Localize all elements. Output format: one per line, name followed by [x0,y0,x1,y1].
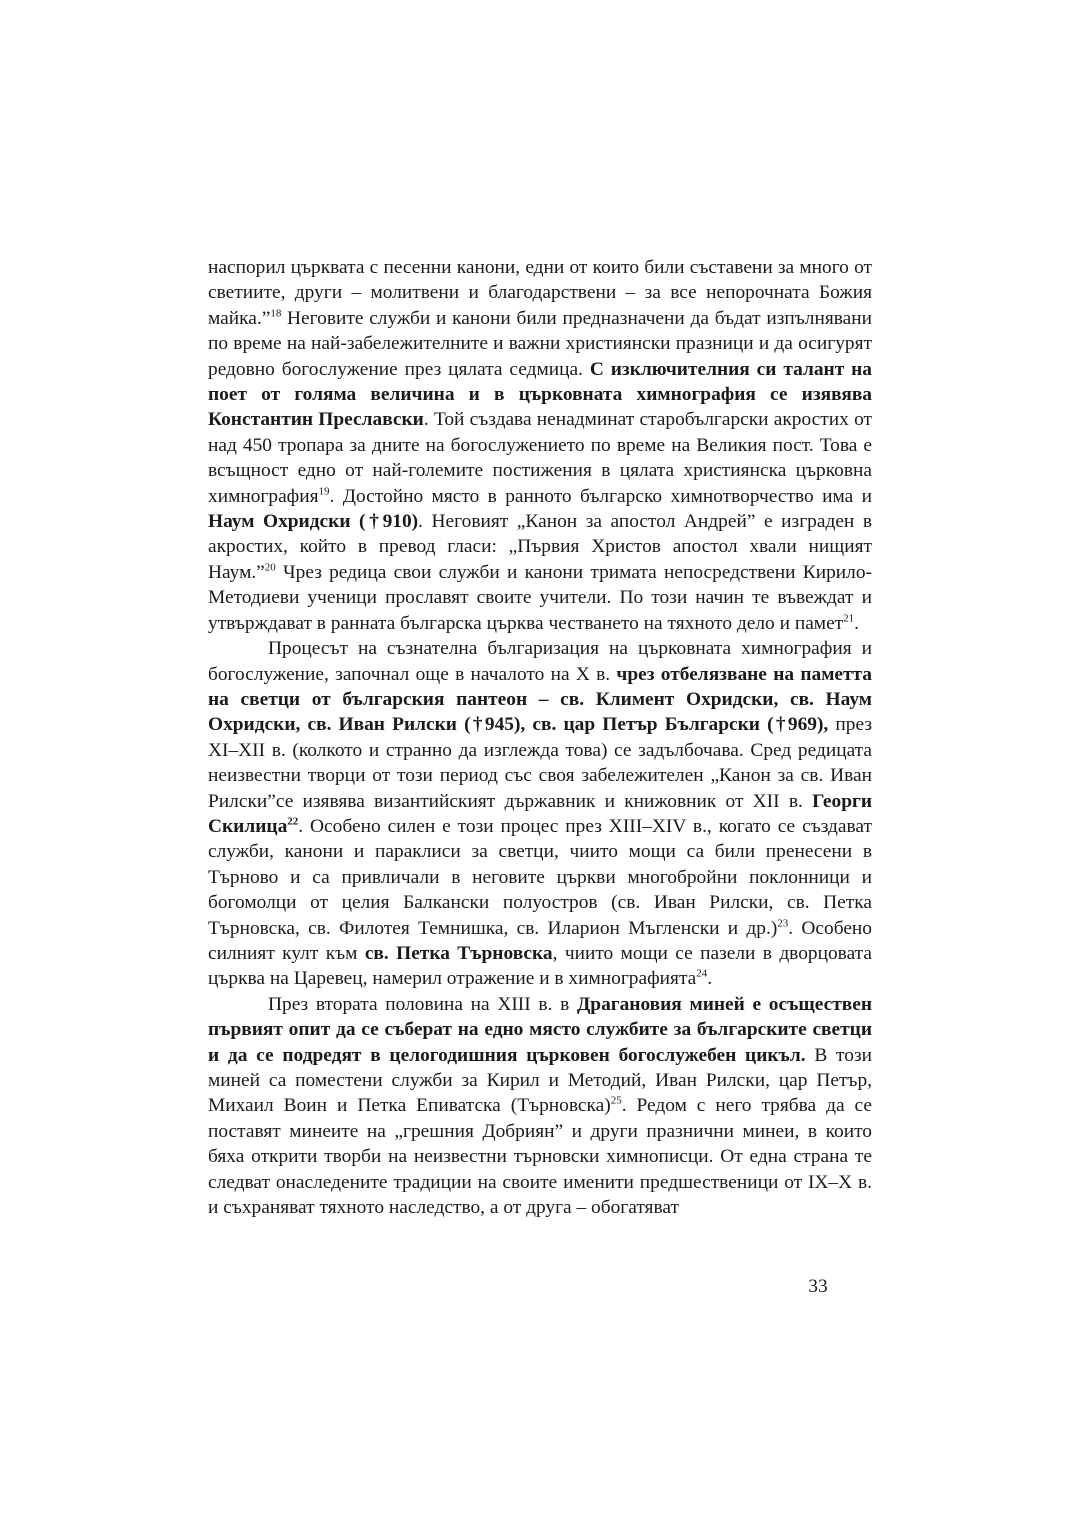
bold-text: св. Петка Търновска [364,942,553,964]
footnote-ref: 21 [843,612,855,625]
footnote-ref: 20 [264,561,276,574]
footnote-ref: 18 [270,307,282,320]
footnote-ref: 25 [610,1094,622,1107]
text-run: . Достойно място в ранното българско химнотворчество има и [329,485,872,507]
footnote-ref: 19 [318,485,330,498]
paragraph [208,636,872,992]
text-run: . [707,968,713,990]
page-number: 33 [808,1276,828,1297]
text-run: . Той създава ненадминат старобългарски акростих от над 450 тропара за дните на богослужението по време на Великия пост. Това е всъщност едно от най-големите постижения в цялата християнска църковна химнография [208,409,872,507]
text-run: . [854,612,860,634]
body-text [208,255,872,1220]
bold-text: С изключителния си талант на поет от голяма величина и в църковната химнография се изявява Константин Преславски [208,358,872,431]
bold-text: Драгановия миней е осъществен първият опит да се съберат на едно място службите за българските светци и да се подредят в целогодишния църковен богослужебен цикъл. [208,993,872,1066]
text-run: . Редом с него трябва да се поставят минеите на „грешния Добриян” и други празнични минеи, в които бяха открити творби на неизвестни търновски химнописци. От една страна те следват онаследените традиции на своите именити предшественици от IX–X в. и съхраняват тяхното наследство, а от друга – обогатяват [208,1095,873,1219]
text-run: наспорил църквата с песенни канони, едни от които били съставени за много от светиите, други – молитвени и благодарствени – за все непорочната Божия майка.” [208,257,872,329]
footnote-ref: 22 [287,815,299,828]
text-run: през XI–XII в. (колкото и странно да изглежда това) се задълбочава. Сред редицата неизвестни творци от този период със своя забележителен „Канон за св. Иван Рилски”се изявява византийският държавник и книжовник от XII в. [208,714,872,812]
bold-text: Георги Скилица [208,790,872,837]
paragraph [208,255,872,636]
text-run: Процесът на съзнателна българизация на църковната химнография и богослужение, започнал още в началото на X в. [208,638,872,685]
text-run: През втората половина на XIII в. в [268,993,577,1015]
bold-text: чрез отбелязване на паметта на светци от българския пантеон – св. Климент Охридски, св. Наум Охридски, св. Иван Рилски (†945), св. цар Петър Български (†969), [208,663,873,736]
footnote-ref: 23 [777,917,789,930]
text-run: . Неговият „Канон за апостол Андрей” е изграден в акростих, който в превод гласи: „Първия Христов апостол хвали нищият Наум.” [208,511,873,583]
footnote-ref: 24 [696,967,708,980]
text-run: Неговите служби и канони били предназначени да бъдат изпълнявани по време на най-забележителните и важни християнски празници и да осигурят редовно богослужение през цялата седмица. [208,307,872,380]
paragraph [208,992,872,1221]
text-run: . Особено силният култ към [208,917,872,964]
text-run: , чиито мощи се пазели в дворцовата църква на Царевец, намерил отражение и в химнографията [208,942,872,990]
bold-text: Наум Охридски (†910) [208,511,419,533]
text-run: Чрез редица свои служби и канони тримата непосредствени Кирило-Методиеви ученици прославят своите учители. По този начин те въвеждат и утвърждават в ранната българска църква честването на тяхното дело и памет [208,561,872,634]
text-run: . Особено силен е този процес през XIII–XIV в., когато се създават служби, канони и параклиси за светци, чиито мощи са били пренесени в Търново и са привличали в неговите църкви многобройни поклонници и богомолци от целия Балкански полуостров (св. Иван Рилски, св. Петка Търновска, св. Филотея Темнишка, св. Иларион Мъгленски и др.) [208,815,872,939]
text-run: В този миней са поместени служби за Кирил и Методий, Иван Рилски, цар Петър, Михаил Воин и Петка Епиватска (Търновска) [208,1044,872,1117]
